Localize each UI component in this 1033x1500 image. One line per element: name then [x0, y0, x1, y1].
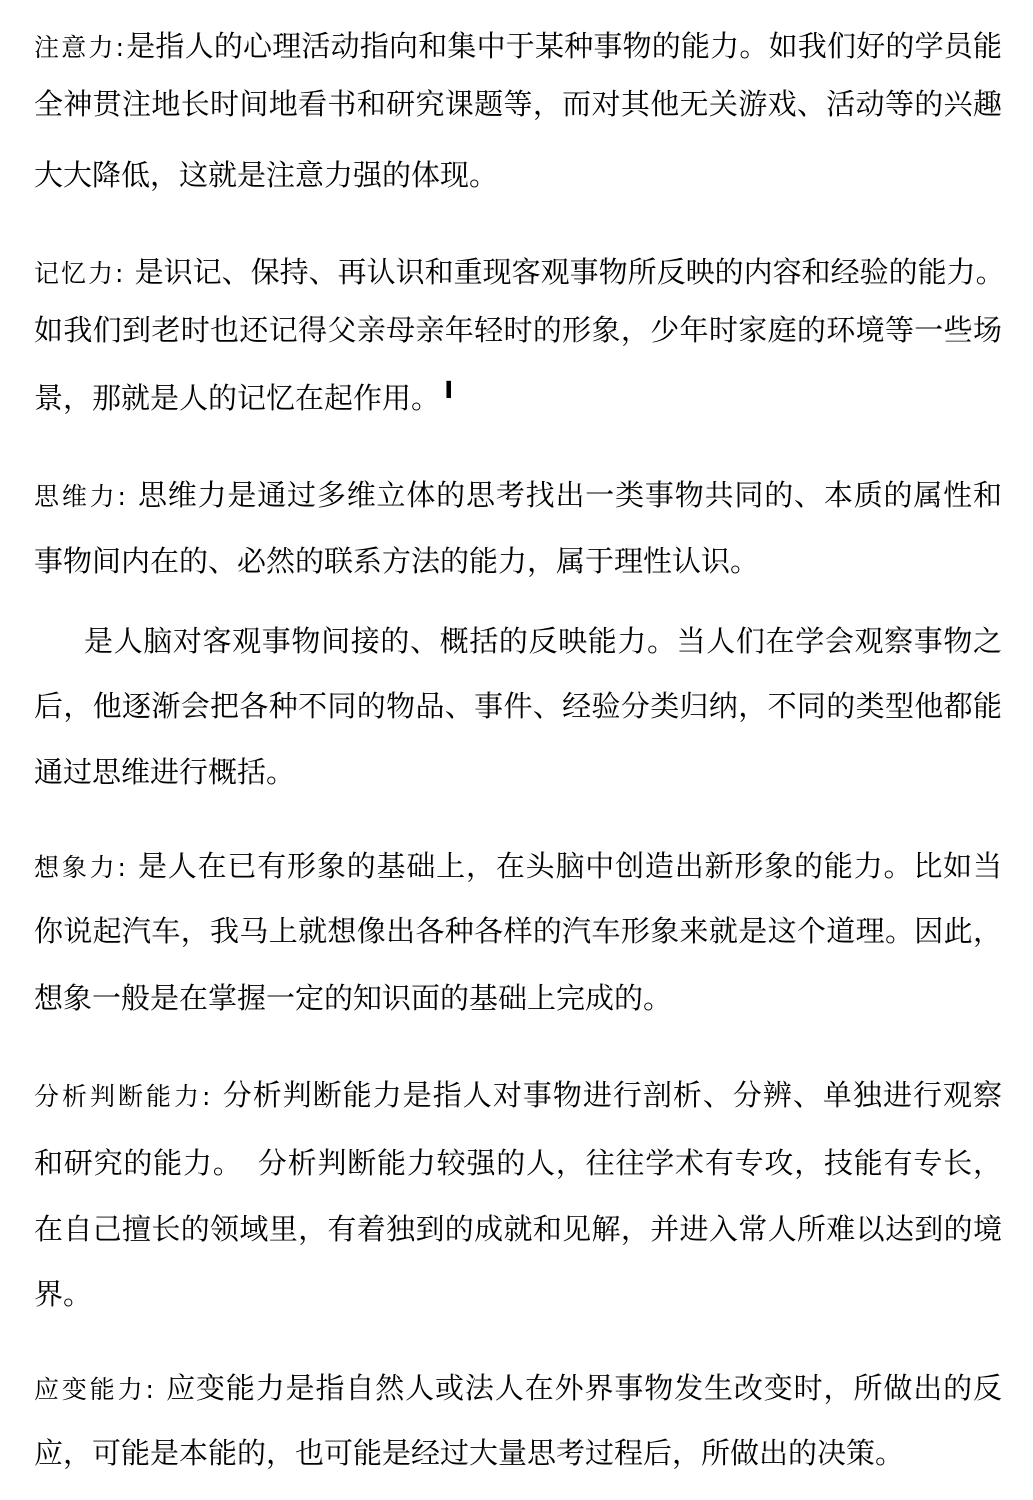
term-imagination: 想象力: — [34, 853, 128, 882]
paragraph-memory-line-3 — [34, 378, 1002, 418]
paragraph-analysis-line-2 — [34, 1143, 1002, 1183]
text-analysis-3: 在自己擅长的领域里，有着独到的成就和见解，并进入常人所难以达到的境 — [34, 1212, 1002, 1246]
paragraph-attention-line-1 — [34, 26, 1002, 66]
text-abstraction-2: 后，他逐渐会把各种不同的物品、事件、经验分类归纳，不同的类型他都能 — [34, 689, 1002, 723]
paragraph-memory-line-2 — [34, 310, 1002, 350]
paragraph-imagination-line-3 — [34, 978, 1002, 1018]
text-thinking-1: 思维力是通过多维立体的思考找出一类事物共同的、本质的属性和 — [127, 478, 1002, 512]
paragraph-imagination-line-2 — [34, 911, 1002, 951]
text-analysis-4: 界。 — [34, 1277, 93, 1311]
text-imagination-1: 是人在已有形象的基础上，在头脑中创造出新形象的能力。比如当 — [127, 849, 1002, 883]
paragraph-thinking-line-2 — [34, 541, 1002, 581]
paragraph-abstraction-line-3 — [34, 752, 1002, 792]
paragraph-imagination-line-1 — [34, 846, 1002, 886]
paragraph-abstraction-line-1 — [34, 621, 1002, 661]
paragraph-attention-line-3 — [34, 155, 1002, 195]
text-analysis-2: 和研究的能力。 分析判断能力较强的人，往往学术有专攻，技能有专长， — [34, 1146, 1002, 1180]
paragraph-abstraction-line-2 — [34, 686, 1002, 726]
term-adaptability: 应变能力: — [34, 1375, 156, 1404]
paragraph-attention-line-2 — [34, 84, 1002, 124]
text-memory-2: 如我们到老时也还记得父亲母亲年轻时的形象，少年时家庭的环境等一些场 — [34, 313, 1002, 347]
paragraph-analysis-line-4 — [34, 1274, 1002, 1314]
paragraph-adaptability-line-2 — [34, 1433, 1002, 1473]
text-imagination-3: 想象一般是在掌握一定的知识面的基础上完成的。 — [34, 981, 673, 1015]
term-attention: 注意力: — [34, 33, 127, 62]
term-analysis: 分析判断能力: — [34, 1082, 213, 1111]
text-adaptability-2: 应，可能是本能的，也可能是经过大量思考过程后，所做出的决策。 — [34, 1436, 905, 1470]
text-attention-2: 全神贯注地长时间地看书和研究课题等，而对其他无关游戏、活动等的兴趣 — [34, 87, 1002, 121]
text-memory-1: 是识记、保持、再认识和重现客观事物所反映的内容和经验的能力。 — [125, 255, 1005, 289]
paragraph-adaptability-line-1 — [34, 1368, 1002, 1408]
text-attention-3: 大大降低，这就是注意力强的体现。 — [34, 158, 499, 192]
paragraph-memory-line-1 — [34, 252, 1005, 292]
text-memory-3: 景，那就是人的记忆在起作用。╹ — [34, 381, 458, 415]
text-imagination-2: 你说起汽车，我马上就想像出各种各样的汽车形象来就是这个道理。因此， — [34, 914, 1002, 948]
text-adaptability-1: 应变能力是指自然人或法人在外界事物发生改变时，所做出的反 — [155, 1371, 1002, 1405]
term-memory: 记忆力: — [34, 259, 126, 288]
text-abstraction-3: 通过思维进行概括。 — [34, 755, 296, 789]
text-abstraction-1: 是人脑对客观事物间接的、概括的反映能力。当人们在学会观察事物之 — [84, 624, 1002, 658]
term-thinking: 思维力: — [34, 482, 128, 511]
text-attention-1: 是指人的心理活动指向和集中于某种事物的能力。如我们好的学员能 — [126, 29, 1002, 63]
paragraph-analysis-line-3 — [34, 1209, 1002, 1249]
text-analysis-1: 分析判断能力是指人对事物进行剖析、分辨、单独进行观察 — [212, 1078, 1002, 1112]
paragraph-analysis-line-1 — [34, 1075, 1002, 1115]
paragraph-thinking-line-1 — [34, 475, 1002, 515]
text-thinking-2: 事物间内在的、必然的联系方法的能力，属于理性认识。 — [34, 544, 760, 578]
